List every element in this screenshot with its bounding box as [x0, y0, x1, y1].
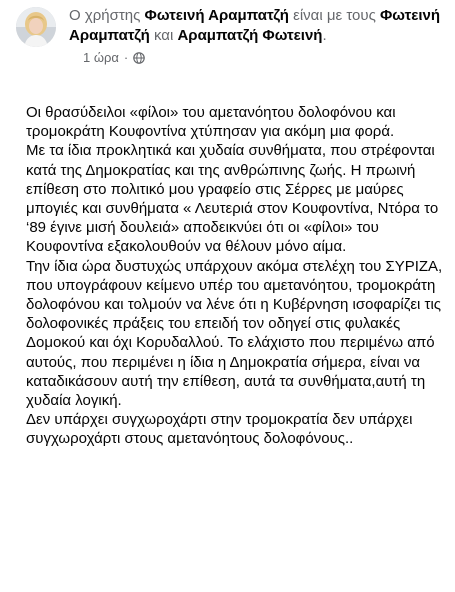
globe-icon[interactable]	[133, 52, 145, 64]
post-timestamp[interactable]: 1 ώρα	[83, 50, 119, 65]
post-header	[0, 0, 455, 96]
post-paragraph-4: Δεν υπάρχει συγχωροχάρτι στην τρομοκρατία δεν υπάρχει συγχωροχάρτι στους αμετανόητους δολοφόνους..	[26, 411, 413, 448]
tagged-user-link-1[interactable]: Φωτεινή Αραμπατζή	[69, 7, 441, 44]
post-body	[26, 103, 446, 449]
avatar[interactable]	[16, 7, 56, 47]
avatar-image	[16, 7, 56, 47]
header-prefix: Ο χρήστης	[69, 7, 141, 24]
header-middle: είναι με τους	[293, 7, 376, 24]
header-conjunction: και	[153, 27, 174, 44]
post-paragraph-2: Με τα ίδια προκλητικά και χυδαία συνθήματα, που στρέφονται κατά της Δημοκρατίας και της ανθρώπινης ζωής. Η πρωινή επίθεση στο πολιτικό μου γραφείο στις Σέρρες με μαύρες μπογιές και συνθήματα « Λευτεριά στον Κουφοντίνα, Ντόρα το ‘89 έγινε μισή δουλειά» αποδεικνύει ότι οι «φίλοι» του Κουφοντίνα εξακολουθούν να θέλουν μόνο αίμα.	[26, 142, 439, 256]
header-period: .	[322, 27, 327, 44]
author-name-link[interactable]: Φωτεινή Αραμπατζή	[144, 7, 289, 24]
post-paragraph-1: Οι θρασύδειλοι «φίλοι» του αμετανόητου δολοφόνου και τρομοκράτη Κουφοντίνα χτύπησαν για ακόμη μια φορά.	[26, 104, 396, 141]
tagged-user-link-2[interactable]: Αραμπατζή Φωτεινή	[177, 27, 323, 44]
post-meta	[69, 50, 449, 66]
post-paragraph-3: Την ίδια ώρα δυστυχώς υπάρχουν ακόμα στελέχη του ΣΥΡΙΖΑ, που υπογράφουν κείμενο υπέρ του αμετανόητου, τρομοκράτη δολοφόνου και τολμούν να λένε ότι η Κυβέρνηση ισοφαρίζει τις δολοφονικές πράξεις του επειδή τον οδηγεί στις φυλακές Δομοκού και όχι Κορυδαλλού. Το ελάχιστο που περιμένω από αυτούς, που περιμένει η ίδια η Δημοκρατία σήμερα, είναι να καταδικάσουν αυτή την επίθεση, αυτά τα συνθήματα,αυτή τη χυδαία λογική.	[26, 257, 443, 410]
header-text	[65, 6, 449, 66]
meta-separator: ·	[123, 50, 129, 65]
